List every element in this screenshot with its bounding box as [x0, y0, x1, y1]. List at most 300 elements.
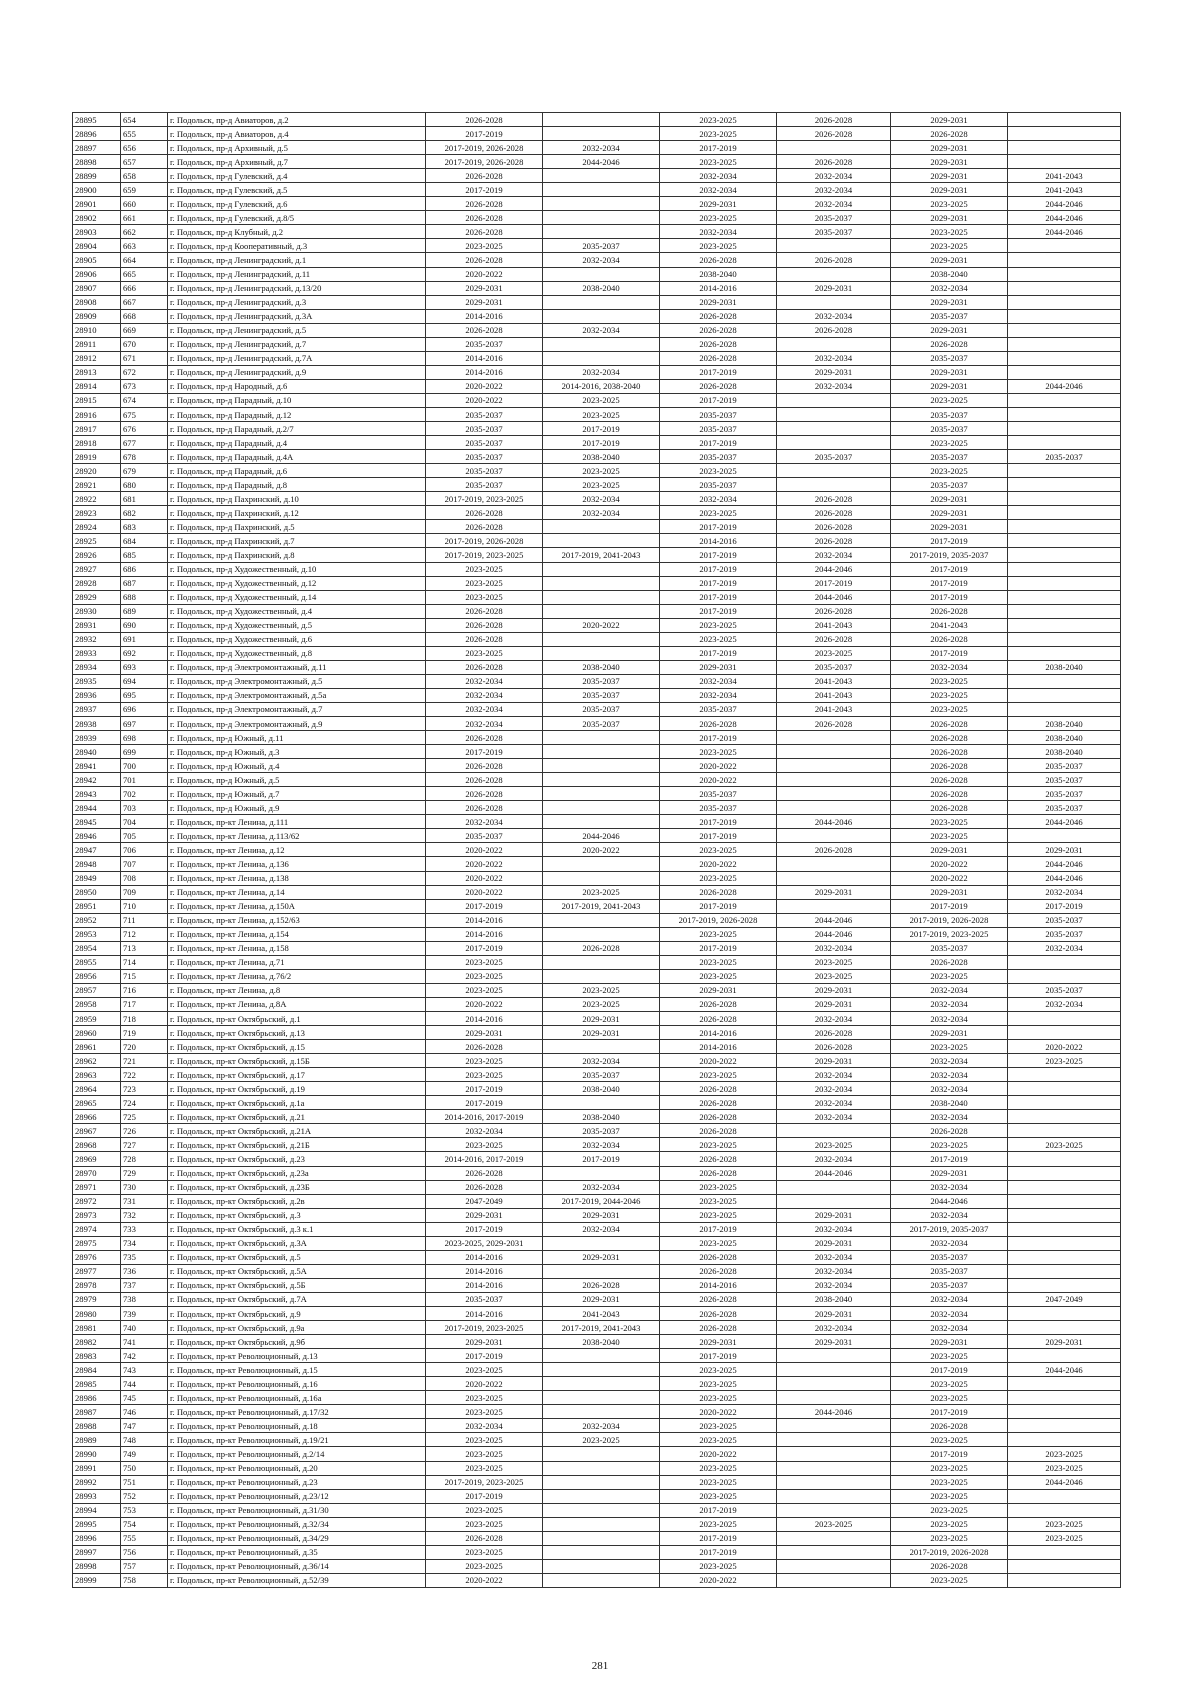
table-row	[73, 1489, 1121, 1503]
cell-period-2	[543, 1166, 660, 1180]
cell-period-1: 2017-2019, 2026-2028	[426, 141, 543, 155]
cell-item-number: 742	[121, 1349, 168, 1363]
cell-item-number: 692	[121, 646, 168, 660]
cell-period-5: 2029-2031	[891, 113, 1008, 127]
cell-item-number: 728	[121, 1152, 168, 1166]
cell-period-5: 2035-2037	[891, 941, 1008, 955]
cell-period-3: 2026-2028	[660, 885, 777, 899]
cell-address: г. Подольск, пр-д Художественный, д.10	[168, 562, 426, 576]
cell-period-6	[1008, 1321, 1121, 1335]
cell-period-6	[1008, 295, 1121, 309]
cell-period-4: 2032-2034	[777, 1264, 891, 1278]
cell-period-6	[1008, 1026, 1121, 1040]
cell-period-3: 2026-2028	[660, 1152, 777, 1166]
cell-period-2	[543, 295, 660, 309]
cell-period-1: 2035-2037	[426, 422, 543, 436]
table-row	[73, 1377, 1121, 1391]
cell-item-number: 745	[121, 1391, 168, 1405]
cell-period-6	[1008, 534, 1121, 548]
cell-period-2	[543, 183, 660, 197]
cell-period-2	[543, 197, 660, 211]
cell-period-5: 2029-2031	[891, 379, 1008, 393]
cell-period-3: 2023-2025	[660, 1419, 777, 1433]
cell-address: г. Подольск, пр-кт Революционный, д.2/14	[168, 1447, 426, 1461]
cell-period-1: 2029-2031	[426, 281, 543, 295]
cell-period-3: 2017-2019	[660, 1222, 777, 1236]
cell-period-6: 2023-2025	[1008, 1447, 1121, 1461]
cell-period-4: 2041-2043	[777, 618, 891, 632]
cell-period-6: 2044-2046	[1008, 211, 1121, 225]
cell-period-4: 2032-2034	[777, 1222, 891, 1236]
cell-period-2	[543, 1391, 660, 1405]
cell-item-number: 731	[121, 1194, 168, 1208]
cell-address: г. Подольск, пр-кт Революционный, д.18	[168, 1419, 426, 1433]
cell-address: г. Подольск, пр-кт Ленина, д.158	[168, 941, 426, 955]
cell-period-4: 2035-2037	[777, 211, 891, 225]
cell-period-1: 2017-2019	[426, 1489, 543, 1503]
cell-period-4: 2029-2031	[777, 365, 891, 379]
cell-address: г. Подольск, пр-кт Октябрьский, д.9а	[168, 1321, 426, 1335]
cell-address: г. Подольск, пр-кт Ленина, д.152/63	[168, 913, 426, 927]
cell-period-2: 2038-2040	[543, 1335, 660, 1349]
cell-item-number: 748	[121, 1433, 168, 1447]
cell-period-5: 2023-2025	[891, 1040, 1008, 1054]
cell-period-5: 2023-2025	[891, 393, 1008, 407]
table-row	[73, 1194, 1121, 1208]
cell-period-2: 2029-2031	[543, 1012, 660, 1026]
cell-period-1: 2023-2025	[426, 576, 543, 590]
cell-address: г. Подольск, пр-кт Октябрьский, д.3А	[168, 1236, 426, 1250]
cell-period-3: 2026-2028	[660, 1124, 777, 1138]
cell-period-3: 2035-2037	[660, 801, 777, 815]
table-row	[73, 478, 1121, 492]
cell-address: г. Подольск, пр-д Южный, д.7	[168, 787, 426, 801]
cell-period-4: 2017-2019	[777, 576, 891, 590]
cell-period-4: 2029-2031	[777, 1236, 891, 1250]
cell-period-3: 2035-2037	[660, 478, 777, 492]
cell-period-6: 2023-2025	[1008, 1054, 1121, 1068]
cell-item-number: 674	[121, 393, 168, 407]
cell-address: г. Подольск, пр-д Ленинградский, д.13/20	[168, 281, 426, 295]
cell-period-1: 2029-2031	[426, 295, 543, 309]
cell-period-5: 2029-2031	[891, 506, 1008, 520]
table-row	[73, 1335, 1121, 1349]
cell-period-2	[543, 520, 660, 534]
cell-row-id: 28925	[73, 534, 121, 548]
cell-period-6: 2044-2046	[1008, 379, 1121, 393]
cell-period-2	[543, 632, 660, 646]
cell-period-6	[1008, 1012, 1121, 1026]
cell-row-id: 28895	[73, 113, 121, 127]
cell-period-2	[543, 1096, 660, 1110]
cell-period-4: 2026-2028	[777, 506, 891, 520]
cell-row-id: 28967	[73, 1124, 121, 1138]
cell-item-number: 664	[121, 253, 168, 267]
cell-period-2: 2029-2031	[543, 1250, 660, 1264]
cell-period-4: 2032-2034	[777, 183, 891, 197]
cell-period-4: 2041-2043	[777, 702, 891, 716]
cell-period-4: 2029-2031	[777, 1208, 891, 1222]
cell-period-2: 2035-2037	[543, 674, 660, 688]
cell-period-2: 2023-2025	[543, 407, 660, 421]
cell-period-5: 2023-2025	[891, 1377, 1008, 1391]
cell-address: г. Подольск, пр-кт Революционный, д.19/21	[168, 1433, 426, 1447]
cell-address: г. Подольск, пр-кт Революционный, д.32/34	[168, 1517, 426, 1531]
cell-period-1: 2023-2025	[426, 1405, 543, 1419]
cell-period-4	[777, 1419, 891, 1433]
cell-period-5: 2023-2025	[891, 225, 1008, 239]
cell-period-3: 2026-2028	[660, 717, 777, 731]
cell-period-3: 2035-2037	[660, 787, 777, 801]
cell-period-1: 2035-2037	[426, 407, 543, 421]
table-row	[73, 1433, 1121, 1447]
cell-period-5: 2023-2025	[891, 1475, 1008, 1489]
cell-period-5: 2017-2019	[891, 1152, 1008, 1166]
cell-period-6	[1008, 1152, 1121, 1166]
cell-period-1: 2026-2028	[426, 787, 543, 801]
cell-address: г. Подольск, пр-кт Октябрьский, д.21Б	[168, 1138, 426, 1152]
cell-address: г. Подольск, пр-кт Ленина, д.76/2	[168, 969, 426, 983]
table-row	[73, 1012, 1121, 1026]
cell-period-2: 2029-2031	[543, 1208, 660, 1222]
cell-period-1: 2026-2028	[426, 731, 543, 745]
cell-period-1: 2035-2037	[426, 337, 543, 351]
cell-address: г. Подольск, пр-кт Ленина, д.154	[168, 927, 426, 941]
cell-period-3: 2026-2028	[660, 1306, 777, 1320]
cell-period-6	[1008, 127, 1121, 141]
cell-row-id: 28905	[73, 253, 121, 267]
cell-period-1: 2026-2028	[426, 632, 543, 646]
cell-item-number: 751	[121, 1475, 168, 1489]
cell-period-6	[1008, 1236, 1121, 1250]
cell-period-2: 2041-2043	[543, 1306, 660, 1320]
cell-period-3: 2023-2025	[660, 1138, 777, 1152]
cell-row-id: 28934	[73, 660, 121, 674]
cell-row-id: 28924	[73, 520, 121, 534]
cell-address: г. Подольск, пр-д Гулевский, д.4	[168, 169, 426, 183]
cell-period-1: 2035-2037	[426, 436, 543, 450]
cell-item-number: 698	[121, 731, 168, 745]
cell-period-1: 2026-2028	[426, 759, 543, 773]
table-row	[73, 281, 1121, 295]
cell-period-2: 2035-2037	[543, 717, 660, 731]
cell-period-1: 2026-2028	[426, 253, 543, 267]
cell-period-2	[543, 267, 660, 281]
cell-period-4: 2032-2034	[777, 1321, 891, 1335]
table-row	[73, 1250, 1121, 1264]
cell-period-6: 2023-2025	[1008, 1517, 1121, 1531]
cell-row-id: 28897	[73, 141, 121, 155]
cell-item-number: 705	[121, 829, 168, 843]
cell-period-2: 2029-2031	[543, 1292, 660, 1306]
cell-address: г. Подольск, пр-кт Октябрьский, д.1	[168, 1012, 426, 1026]
cell-period-1: 2014-2016	[426, 913, 543, 927]
cell-period-3: 2023-2025	[660, 1391, 777, 1405]
cell-period-3: 2026-2028	[660, 1321, 777, 1335]
cell-address: г. Подольск, пр-кт Ленина, д.14	[168, 885, 426, 899]
cell-period-4	[777, 295, 891, 309]
cell-period-3: 2023-2025	[660, 1461, 777, 1475]
cell-period-3: 2023-2025	[660, 745, 777, 759]
cell-period-6	[1008, 1503, 1121, 1517]
cell-period-3: 2023-2025	[660, 1363, 777, 1377]
table-row	[73, 983, 1121, 997]
cell-address: г. Подольск, пр-кт Октябрьский, д.21А	[168, 1124, 426, 1138]
cell-item-number: 715	[121, 969, 168, 983]
cell-period-1: 2026-2028	[426, 1531, 543, 1545]
cell-period-5: 2023-2025	[891, 1517, 1008, 1531]
cell-period-5: 2023-2025	[891, 239, 1008, 253]
cell-period-3: 2023-2025	[660, 113, 777, 127]
cell-period-4: 2026-2028	[777, 323, 891, 337]
cell-row-id: 28916	[73, 407, 121, 421]
cell-item-number: 749	[121, 1447, 168, 1461]
cell-period-2	[543, 562, 660, 576]
cell-period-3: 2029-2031	[660, 660, 777, 674]
cell-period-2	[543, 1545, 660, 1559]
cell-row-id: 28981	[73, 1321, 121, 1335]
table-row	[73, 436, 1121, 450]
cell-item-number: 696	[121, 702, 168, 716]
cell-row-id: 28982	[73, 1335, 121, 1349]
cell-period-2: 2023-2025	[543, 393, 660, 407]
cell-period-5: 2023-2025	[891, 436, 1008, 450]
cell-period-6	[1008, 407, 1121, 421]
cell-period-1: 2023-2025	[426, 1054, 543, 1068]
cell-period-2	[543, 604, 660, 618]
cell-item-number: 669	[121, 323, 168, 337]
cell-row-id: 28950	[73, 885, 121, 899]
cell-item-number: 725	[121, 1110, 168, 1124]
table-row	[73, 1152, 1121, 1166]
cell-period-2: 2038-2040	[543, 450, 660, 464]
cell-period-5: 2029-2031	[891, 155, 1008, 169]
cell-period-3: 2020-2022	[660, 773, 777, 787]
cell-period-5: 2023-2025	[891, 1461, 1008, 1475]
cell-row-id: 28963	[73, 1068, 121, 1082]
table-row	[73, 688, 1121, 702]
cell-address: г. Подольск, пр-кт Ленина, д.71	[168, 955, 426, 969]
cell-address: г. Подольск, пр-д Пахринский, д.7	[168, 534, 426, 548]
cell-period-1: 2017-2019, 2026-2028	[426, 155, 543, 169]
cell-period-1: 2017-2019	[426, 1082, 543, 1096]
cell-period-2	[543, 1461, 660, 1475]
cell-period-3: 2020-2022	[660, 857, 777, 871]
cell-period-3: 2014-2016	[660, 534, 777, 548]
table-row	[73, 422, 1121, 436]
cell-item-number: 687	[121, 576, 168, 590]
table-row	[73, 815, 1121, 829]
cell-period-1: 2035-2037	[426, 450, 543, 464]
cell-address: г. Подольск, пр-кт Революционный, д.17/32	[168, 1405, 426, 1419]
cell-period-2: 2017-2019	[543, 436, 660, 450]
cell-period-1: 2026-2028	[426, 169, 543, 183]
cell-row-id: 28901	[73, 197, 121, 211]
cell-row-id: 28991	[73, 1461, 121, 1475]
cell-period-6	[1008, 267, 1121, 281]
cell-period-5: 2026-2028	[891, 745, 1008, 759]
cell-row-id: 28907	[73, 281, 121, 295]
table-row	[73, 1503, 1121, 1517]
cell-period-4: 2032-2034	[777, 1068, 891, 1082]
cell-row-id: 28911	[73, 337, 121, 351]
cell-period-1: 2020-2022	[426, 267, 543, 281]
cell-period-5: 2017-2019	[891, 534, 1008, 548]
cell-period-4: 2029-2031	[777, 1306, 891, 1320]
cell-address: г. Подольск, пр-д Южный, д.9	[168, 801, 426, 815]
cell-address: г. Подольск, пр-д Гулевский, д.5	[168, 183, 426, 197]
table-row	[73, 267, 1121, 281]
cell-period-3: 2023-2025	[660, 211, 777, 225]
cell-period-4	[777, 1377, 891, 1391]
cell-address: г. Подольск, пр-д Электромонтажный, д.11	[168, 660, 426, 674]
cell-item-number: 757	[121, 1559, 168, 1573]
cell-period-4	[777, 478, 891, 492]
cell-period-2: 2023-2025	[543, 478, 660, 492]
cell-period-6	[1008, 1222, 1121, 1236]
cell-period-3: 2023-2025	[660, 239, 777, 253]
cell-period-2	[543, 646, 660, 660]
cell-item-number: 744	[121, 1377, 168, 1391]
cell-period-6	[1008, 253, 1121, 267]
cell-period-1: 2026-2028	[426, 225, 543, 239]
cell-period-4	[777, 1503, 891, 1517]
cell-period-6: 2023-2025	[1008, 1138, 1121, 1152]
cell-period-4: 2032-2034	[777, 941, 891, 955]
table-row	[73, 211, 1121, 225]
table-row	[73, 955, 1121, 969]
cell-period-4: 2023-2025	[777, 969, 891, 983]
cell-period-3: 2023-2025	[660, 1475, 777, 1489]
cell-period-4	[777, 1349, 891, 1363]
cell-period-6: 2038-2040	[1008, 731, 1121, 745]
cell-period-4: 2032-2034	[777, 169, 891, 183]
cell-item-number: 738	[121, 1292, 168, 1306]
cell-period-1: 2017-2019, 2023-2025	[426, 1475, 543, 1489]
cell-period-3: 2017-2019	[660, 1349, 777, 1363]
cell-period-1: 2032-2034	[426, 1419, 543, 1433]
table-row	[73, 618, 1121, 632]
cell-period-2: 2020-2022	[543, 618, 660, 632]
cell-period-3: 2029-2031	[660, 197, 777, 211]
cell-period-2: 2035-2037	[543, 1068, 660, 1082]
cell-row-id: 28957	[73, 983, 121, 997]
cell-address: г. Подольск, пр-д Электромонтажный, д.5	[168, 674, 426, 688]
cell-period-4: 2023-2025	[777, 646, 891, 660]
cell-period-6	[1008, 1068, 1121, 1082]
cell-period-3: 2020-2022	[660, 1573, 777, 1587]
cell-period-6: 2044-2046	[1008, 197, 1121, 211]
cell-period-1: 2023-2025	[426, 590, 543, 604]
cell-period-3: 2032-2034	[660, 688, 777, 702]
cell-row-id: 28951	[73, 899, 121, 913]
table-row	[73, 1040, 1121, 1054]
cell-period-4: 2032-2034	[777, 197, 891, 211]
table-row	[73, 520, 1121, 534]
cell-period-3: 2020-2022	[660, 759, 777, 773]
cell-row-id: 28999	[73, 1573, 121, 1587]
cell-period-2: 2032-2034	[543, 1138, 660, 1152]
cell-period-2	[543, 759, 660, 773]
cell-period-4: 2029-2031	[777, 983, 891, 997]
cell-row-id: 28958	[73, 997, 121, 1011]
cell-period-6	[1008, 141, 1121, 155]
cell-period-1: 2020-2022	[426, 871, 543, 885]
cell-row-id: 28976	[73, 1250, 121, 1264]
cell-period-3: 2023-2025	[660, 1236, 777, 1250]
cell-period-4	[777, 1124, 891, 1138]
table-row	[73, 759, 1121, 773]
cell-period-6	[1008, 1391, 1121, 1405]
cell-item-number: 727	[121, 1138, 168, 1152]
cell-row-id: 28979	[73, 1292, 121, 1306]
cell-address: г. Подольск, пр-д Художественный, д.8	[168, 646, 426, 660]
cell-period-3: 2014-2016	[660, 1026, 777, 1040]
cell-row-id: 28903	[73, 225, 121, 239]
cell-period-4	[777, 1531, 891, 1545]
cell-period-4	[777, 1194, 891, 1208]
cell-address: г. Подольск, пр-д Парадный, д.2/7	[168, 422, 426, 436]
table-row	[73, 1573, 1121, 1587]
cell-row-id: 28921	[73, 478, 121, 492]
cell-row-id: 28947	[73, 843, 121, 857]
cell-item-number: 732	[121, 1208, 168, 1222]
cell-period-4: 2044-2046	[777, 815, 891, 829]
cell-address: г. Подольск, пр-д Ленинградский, д.1	[168, 253, 426, 267]
cell-period-1: 2014-2016	[426, 309, 543, 323]
cell-period-5: 2029-2031	[891, 169, 1008, 183]
cell-item-number: 655	[121, 127, 168, 141]
cell-item-number: 703	[121, 801, 168, 815]
cell-item-number: 717	[121, 997, 168, 1011]
cell-item-number: 699	[121, 745, 168, 759]
cell-period-5: 2023-2025	[891, 1433, 1008, 1447]
cell-period-1: 2023-2025	[426, 562, 543, 576]
cell-period-2	[543, 1489, 660, 1503]
cell-period-6	[1008, 590, 1121, 604]
cell-period-4: 2044-2046	[777, 1405, 891, 1419]
cell-row-id: 28992	[73, 1475, 121, 1489]
cell-period-6: 2029-2031	[1008, 1335, 1121, 1349]
cell-period-1: 2023-2025	[426, 1503, 543, 1517]
cell-period-4: 2026-2028	[777, 113, 891, 127]
cell-period-1: 2014-2016	[426, 351, 543, 365]
cell-period-2: 2032-2034	[543, 365, 660, 379]
cell-address: г. Подольск, пр-кт Революционный, д.35	[168, 1545, 426, 1559]
cell-address: г. Подольск, пр-д Клубный, д.2	[168, 225, 426, 239]
cell-period-1: 2023-2025	[426, 1068, 543, 1082]
cell-period-5: 2032-2034	[891, 1054, 1008, 1068]
cell-row-id: 28952	[73, 913, 121, 927]
cell-period-5: 2017-2019, 2026-2028	[891, 1545, 1008, 1559]
cell-period-3: 2023-2025	[660, 927, 777, 941]
cell-period-2: 2038-2040	[543, 660, 660, 674]
cell-row-id: 28969	[73, 1152, 121, 1166]
cell-period-2	[543, 857, 660, 871]
table-row	[73, 576, 1121, 590]
cell-period-1: 2029-2031	[426, 1026, 543, 1040]
cell-period-6	[1008, 309, 1121, 323]
table-row	[73, 843, 1121, 857]
cell-item-number: 735	[121, 1250, 168, 1264]
cell-address: г. Подольск, пр-кт Ленина, д.8А	[168, 997, 426, 1011]
cell-item-number: 682	[121, 506, 168, 520]
cell-period-5: 2017-2019	[891, 562, 1008, 576]
cell-period-3: 2023-2025	[660, 506, 777, 520]
cell-item-number: 722	[121, 1068, 168, 1082]
cell-period-1: 2026-2028	[426, 1166, 543, 1180]
cell-address: г. Подольск, пр-д Ленинградский, д.7	[168, 337, 426, 351]
